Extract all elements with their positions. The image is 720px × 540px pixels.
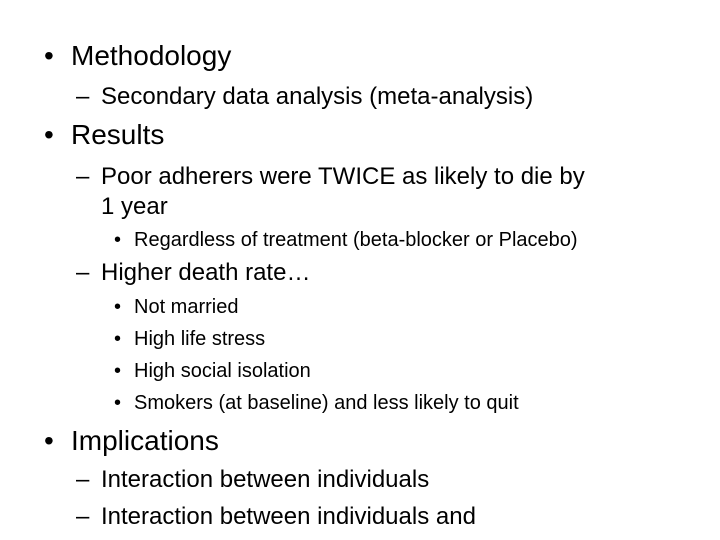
bullet-marker: •: [114, 296, 122, 318]
heading-methodology: Methodology: [71, 40, 232, 71]
sub-sub-bullet-text: Regardless of treatment (beta-blocker or Placebo): [134, 229, 578, 251]
dash-marker: –: [76, 503, 90, 530]
sub-bullet-text: Secondary data analysis (meta-analysis): [101, 83, 534, 110]
heading-results: Results: [71, 119, 165, 150]
sub-bullet-continuation-text: 1 year: [101, 193, 168, 220]
dash-marker: –: [76, 83, 90, 110]
bullet-marker: •: [114, 229, 122, 251]
sub-bullet-text: Poor adherers were TWICE as likely to die by: [101, 163, 585, 190]
bullet-marker: •: [44, 119, 54, 150]
sub-sub-bullet-text: Not married: [134, 296, 239, 318]
dash-marker: –: [76, 259, 90, 286]
dash-marker: –: [76, 163, 90, 190]
bullet-marker: •: [114, 392, 122, 414]
bullet-marker: •: [114, 328, 122, 350]
sub-sub-bullet-text: High life stress: [134, 328, 266, 350]
sub-sub-bullet-text: Smokers (at baseline) and less likely to quit: [134, 392, 519, 414]
sub-bullet-text: Higher death rate…: [101, 259, 311, 286]
sub-bullet-text: Interaction between individuals and: [101, 503, 476, 530]
sub-bullet-text: Interaction between individuals: [101, 466, 430, 493]
sub-sub-bullet-text: High social isolation: [134, 360, 311, 382]
heading-implications: Implications: [71, 425, 219, 456]
dash-marker: –: [76, 466, 90, 493]
bullet-marker: •: [114, 360, 122, 382]
bullet-marker: •: [44, 425, 54, 456]
bullet-marker: •: [44, 40, 54, 71]
